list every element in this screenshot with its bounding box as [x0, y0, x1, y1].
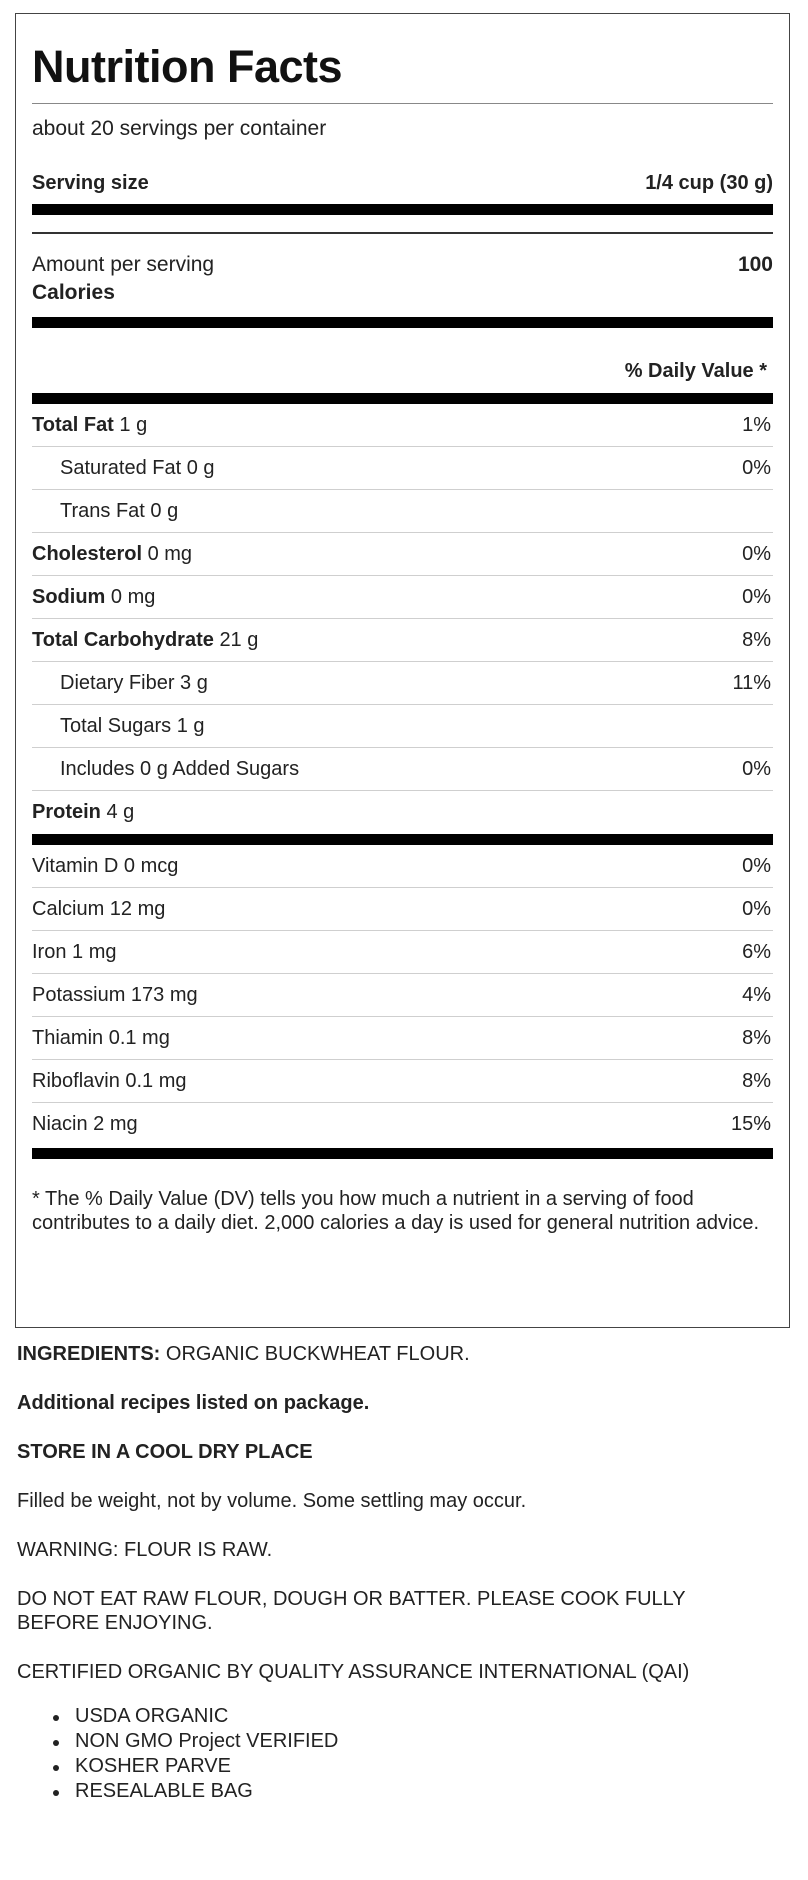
vitamin-dv: 0%: [742, 897, 771, 920]
list-item: NON GMO Project VERIFIED: [17, 1729, 777, 1754]
nutrient-row-trans-fat: [32, 490, 773, 533]
recipes-note: Additional recipes listed on package.: [17, 1392, 370, 1414]
divider: [32, 103, 773, 104]
calories-label: Calories: [32, 281, 115, 304]
nutrient-name: Total Carbohydrate: [32, 628, 214, 651]
vitamin-name: Potassium 173 mg: [32, 983, 198, 1006]
nutrient-dv: 0%: [742, 585, 771, 608]
ingredients-label: INGREDIENTS:: [17, 1343, 161, 1365]
nutrient-name: Trans Fat: [60, 499, 145, 522]
ingredients: [17, 1342, 777, 1366]
thick-divider: [32, 204, 773, 215]
vitamin-row: [32, 931, 773, 974]
thick-divider: [32, 393, 773, 404]
nutrient-amount: 0 g: [150, 499, 179, 522]
organic-certification: CERTIFIED ORGANIC BY QUALITY ASSURANCE INTERNATIONAL (QAI): [17, 1661, 690, 1683]
list-item: USDA ORGANIC: [17, 1704, 777, 1729]
vitamin-row: [32, 1060, 773, 1103]
servings-per-container: about 20 servings per container: [32, 117, 327, 140]
vitamin-dv: 8%: [742, 1026, 771, 1049]
nutrient-dv: 1%: [742, 413, 771, 436]
nutrient-dv: 0%: [742, 456, 771, 479]
storage-instructions: STORE IN A COOL DRY PLACE: [17, 1441, 313, 1463]
nutrient-name: Total Fat: [32, 413, 114, 436]
vitamin-row: [32, 1017, 773, 1060]
nutrition-facts-title: Nutrition Facts: [32, 41, 343, 92]
raw-flour-instructions: DO NOT EAT RAW FLOUR, DOUGH OR BATTER. PLEASE COOK FULLY BEFORE ENJOYING.: [17, 1588, 686, 1634]
daily-value-footnote: * The % Daily Value (DV) tells you how much a nutrient in a serving of food contributes to a daily diet. 2,000 calories a day is used for general nutrition advice.: [32, 1188, 760, 1234]
nutrient-name: Total Sugars: [60, 714, 172, 737]
list-item: KOSHER PARVE: [17, 1754, 777, 1779]
nutrient-row-total-sugars: [32, 705, 773, 748]
vitamin-name: Thiamin 0.1 mg: [32, 1026, 170, 1049]
list-item: RESEALABLE BAG: [17, 1779, 777, 1804]
vitamin-name: Vitamin D 0 mcg: [32, 854, 179, 877]
nutrient-list: [32, 404, 773, 834]
nutrient-amount: 0 mg: [110, 585, 156, 608]
nutrient-name: Saturated Fat: [60, 456, 182, 479]
nutrient-amount: 21 g: [219, 628, 259, 651]
nutrient-amount: 0 mg: [147, 542, 193, 565]
vitamin-name: Niacin 2 mg: [32, 1113, 138, 1135]
daily-value-header: % Daily Value *: [624, 360, 767, 382]
vitamin-dv: 0%: [742, 854, 771, 877]
ingredients-text: ORGANIC BUCKWHEAT FLOUR.: [160, 1343, 470, 1365]
vitamin-name: Calcium 12 mg: [32, 897, 166, 920]
vitamin-list: [32, 845, 773, 1146]
nutrient-name: Includes 0 g Added Sugars: [60, 757, 300, 780]
nutrient-row-saturated-fat: [32, 447, 773, 490]
raw-flour-warning: WARNING: FLOUR IS RAW.: [17, 1539, 273, 1561]
vitamin-row: [32, 888, 773, 931]
vitamin-name: Riboflavin 0.1 mg: [32, 1069, 187, 1092]
vitamin-dv: 6%: [742, 940, 771, 963]
nutrient-amount: 3 g: [180, 671, 208, 694]
fill-note: Filled be weight, not by volume. Some settling may occur.: [17, 1490, 527, 1512]
product-details: [17, 1332, 777, 1804]
nutrient-row-protein: [32, 791, 773, 834]
vitamin-row: [32, 974, 773, 1017]
thick-divider: [32, 1148, 773, 1159]
nutrient-dv: 0%: [742, 542, 771, 565]
nutrient-dv: 11%: [732, 671, 771, 694]
serving-size-label: Serving size: [32, 172, 149, 194]
nutrient-row-cholesterol: [32, 533, 773, 576]
nutrient-amount: 4 g: [106, 801, 135, 823]
nutrient-name: Protein: [32, 801, 101, 823]
amount-per-serving-label: Amount per serving: [32, 253, 215, 276]
divider: [32, 232, 773, 234]
nutrient-row-dietary-fiber: [32, 662, 773, 705]
thick-divider: [32, 834, 773, 845]
nutrient-row-sodium: [32, 576, 773, 619]
nutrient-amount: 1 g: [119, 413, 148, 436]
serving-size-row: [32, 171, 773, 195]
calories-value: 100: [737, 253, 773, 276]
vitamin-dv: 8%: [742, 1069, 771, 1092]
nutrition-facts-label: [15, 13, 790, 1328]
nutrient-dv: 8%: [742, 628, 771, 651]
nutrient-amount: 1 g: [176, 714, 205, 737]
vitamin-name: Iron 1 mg: [32, 940, 117, 963]
nutrient-dv: 0%: [742, 757, 771, 780]
vitamin-row: [32, 845, 773, 888]
nutrient-row-total-fat: [32, 404, 773, 447]
amount-per-serving-row: [32, 253, 773, 277]
nutrient-row-total-carbohydrate: [32, 619, 773, 662]
nutrient-name: Sodium: [32, 585, 106, 608]
thick-divider: [32, 317, 773, 328]
nutrient-name: Cholesterol: [32, 542, 143, 565]
vitamin-dv: 15%: [730, 1113, 771, 1135]
vitamin-row: [32, 1103, 773, 1146]
product-claims-list: [17, 1704, 777, 1804]
vitamin-dv: 4%: [742, 983, 771, 1006]
nutrient-row-added-sugars: [32, 748, 773, 791]
nutrient-name: Dietary Fiber: [60, 671, 175, 694]
serving-size-value: 1/4 cup (30 g): [645, 172, 773, 194]
nutrient-amount: 0 g: [186, 456, 215, 479]
